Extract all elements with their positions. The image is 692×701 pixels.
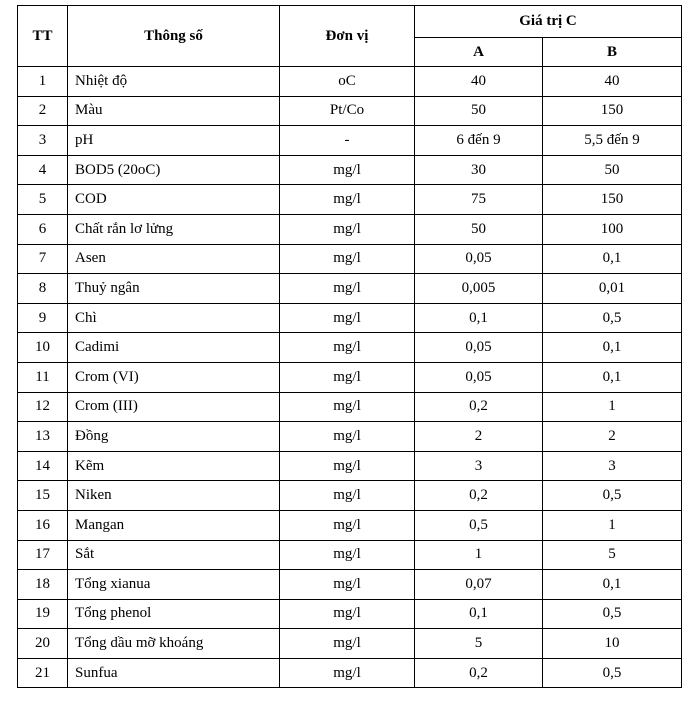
table-row [18, 481, 682, 511]
cell-value-b: 100 [543, 214, 682, 244]
cell-unit: mg/l [280, 658, 415, 688]
cell-value-b: 2 [543, 422, 682, 452]
table-row [18, 67, 682, 97]
cell-value-a: 0,1 [415, 303, 543, 333]
cell-tt: 19 [18, 599, 68, 629]
cell-value-a: 5 [415, 629, 543, 659]
cell-parameter: Tổng phenol [68, 599, 280, 629]
cell-parameter: Chất rắn lơ lửng [68, 214, 280, 244]
cell-value-a: 50 [415, 96, 543, 126]
cell-value-b: 1 [543, 510, 682, 540]
table-row [18, 451, 682, 481]
cell-value-a: 0,005 [415, 274, 543, 304]
cell-parameter: BOD5 (20oC) [68, 155, 280, 185]
table-row [18, 362, 682, 392]
table-row [18, 155, 682, 185]
cell-parameter: Sunfua [68, 658, 280, 688]
cell-parameter: Chì [68, 303, 280, 333]
table-row [18, 629, 682, 659]
table-row [18, 274, 682, 304]
cell-value-b: 5,5 đến 9 [543, 126, 682, 156]
cell-value-a: 50 [415, 214, 543, 244]
table-row [18, 185, 682, 215]
cell-parameter: Đồng [68, 422, 280, 452]
cell-unit: mg/l [280, 629, 415, 659]
cell-parameter: Cadimi [68, 333, 280, 363]
cell-value-b: 0,1 [543, 333, 682, 363]
cell-tt: 16 [18, 510, 68, 540]
cell-tt: 11 [18, 362, 68, 392]
table-row [18, 510, 682, 540]
table-row [18, 333, 682, 363]
cell-unit: mg/l [280, 274, 415, 304]
cell-tt: 20 [18, 629, 68, 659]
table-row [18, 658, 682, 688]
cell-value-a: 0,05 [415, 362, 543, 392]
cell-parameter: COD [68, 185, 280, 215]
cell-value-a: 0,07 [415, 570, 543, 600]
cell-unit: Pt/Co [280, 96, 415, 126]
cell-value-b: 150 [543, 185, 682, 215]
cell-tt: 3 [18, 126, 68, 156]
cell-unit: mg/l [280, 570, 415, 600]
cell-value-a: 1 [415, 540, 543, 570]
header-col-b: B [543, 38, 682, 67]
cell-tt: 9 [18, 303, 68, 333]
cell-value-b: 5 [543, 540, 682, 570]
cell-value-a: 0,2 [415, 658, 543, 688]
table-body [18, 67, 682, 688]
cell-value-b: 3 [543, 451, 682, 481]
table-row [18, 570, 682, 600]
header-value-group: Giá trị C [415, 6, 682, 38]
cell-unit: mg/l [280, 599, 415, 629]
cell-unit: mg/l [280, 451, 415, 481]
table-row [18, 96, 682, 126]
cell-value-a: 0,1 [415, 599, 543, 629]
cell-parameter: Mangan [68, 510, 280, 540]
table-row [18, 303, 682, 333]
header-row [18, 6, 682, 38]
cell-tt: 4 [18, 155, 68, 185]
cell-unit: oC [280, 67, 415, 97]
cell-tt: 1 [18, 67, 68, 97]
cell-unit: mg/l [280, 303, 415, 333]
header-col-a: A [415, 38, 543, 67]
table-row [18, 392, 682, 422]
cell-unit: mg/l [280, 155, 415, 185]
cell-tt: 5 [18, 185, 68, 215]
water-quality-table [17, 5, 682, 688]
cell-value-a: 3 [415, 451, 543, 481]
cell-parameter: Kẽm [68, 451, 280, 481]
cell-tt: 18 [18, 570, 68, 600]
cell-value-b: 0,1 [543, 570, 682, 600]
cell-parameter: Tổng xianua [68, 570, 280, 600]
cell-unit: mg/l [280, 214, 415, 244]
cell-parameter: Nhiệt độ [68, 67, 280, 97]
cell-unit: mg/l [280, 392, 415, 422]
table-row [18, 540, 682, 570]
cell-tt: 10 [18, 333, 68, 363]
header-tt: TT [18, 6, 68, 67]
cell-unit: mg/l [280, 333, 415, 363]
cell-unit: mg/l [280, 510, 415, 540]
cell-unit: mg/l [280, 185, 415, 215]
cell-value-a: 75 [415, 185, 543, 215]
cell-value-a: 6 đến 9 [415, 126, 543, 156]
cell-value-a: 0,05 [415, 244, 543, 274]
cell-value-b: 0,1 [543, 362, 682, 392]
cell-tt: 7 [18, 244, 68, 274]
cell-tt: 14 [18, 451, 68, 481]
cell-value-b: 0,5 [543, 303, 682, 333]
cell-tt: 8 [18, 274, 68, 304]
table-row [18, 422, 682, 452]
cell-parameter: Crom (VI) [68, 362, 280, 392]
cell-parameter: Sắt [68, 540, 280, 570]
cell-value-b: 0,5 [543, 481, 682, 511]
cell-value-a: 40 [415, 67, 543, 97]
cell-unit: mg/l [280, 362, 415, 392]
cell-value-b: 150 [543, 96, 682, 126]
cell-parameter: Tổng dầu mỡ khoáng [68, 629, 280, 659]
cell-tt: 6 [18, 214, 68, 244]
cell-value-b: 40 [543, 67, 682, 97]
cell-parameter: Màu [68, 96, 280, 126]
table-row [18, 126, 682, 156]
cell-value-b: 1 [543, 392, 682, 422]
cell-tt: 21 [18, 658, 68, 688]
cell-value-b: 0,01 [543, 274, 682, 304]
cell-value-a: 0,05 [415, 333, 543, 363]
table-row [18, 244, 682, 274]
cell-parameter: pH [68, 126, 280, 156]
cell-value-a: 0,2 [415, 392, 543, 422]
header-unit: Đơn vị [280, 6, 415, 67]
cell-value-a: 0,2 [415, 481, 543, 511]
cell-value-b: 50 [543, 155, 682, 185]
cell-value-a: 0,5 [415, 510, 543, 540]
cell-tt: 12 [18, 392, 68, 422]
cell-value-b: 0,1 [543, 244, 682, 274]
cell-value-b: 0,5 [543, 658, 682, 688]
cell-parameter: Niken [68, 481, 280, 511]
cell-tt: 2 [18, 96, 68, 126]
cell-value-a: 2 [415, 422, 543, 452]
cell-unit: mg/l [280, 244, 415, 274]
cell-unit: mg/l [280, 422, 415, 452]
table-row [18, 599, 682, 629]
cell-parameter: Thuỷ ngân [68, 274, 280, 304]
header-parameter: Thông số [68, 6, 280, 67]
cell-parameter: Crom (III) [68, 392, 280, 422]
cell-value-b: 10 [543, 629, 682, 659]
cell-unit: mg/l [280, 540, 415, 570]
cell-value-a: 30 [415, 155, 543, 185]
cell-tt: 13 [18, 422, 68, 452]
cell-tt: 17 [18, 540, 68, 570]
cell-unit: - [280, 126, 415, 156]
cell-unit: mg/l [280, 481, 415, 511]
table-row [18, 214, 682, 244]
cell-parameter: Asen [68, 244, 280, 274]
cell-tt: 15 [18, 481, 68, 511]
cell-value-b: 0,5 [543, 599, 682, 629]
